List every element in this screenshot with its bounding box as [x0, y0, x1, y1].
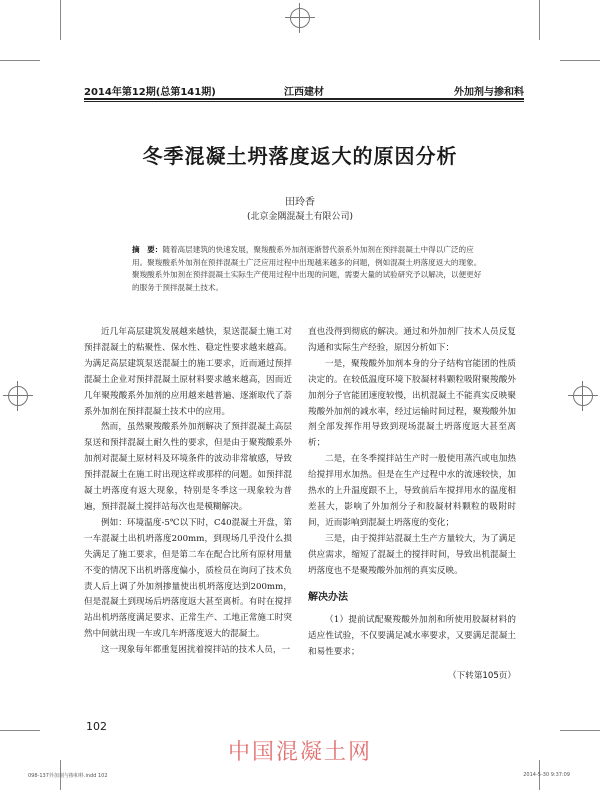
abstract-text: 随着高层建筑的快速发展，聚羧酸系外加剂逐渐替代萘系外加剂在预拌混凝土中得以广泛的应用。聚羧酸系外加剂在预拌混凝土广泛应用过程中出现越来越多的问题，例如混凝土坍落度返大的现象。聚羧酸系外加剂在预拌混凝土实际生产使用过程中出现的问题，需要大量的试验研究予以解决，以便更好的服务于预拌混凝土技术。 [132, 245, 482, 292]
article-title: 冬季混凝土坍落度返大的原因分析 [142, 144, 458, 168]
running-header [84, 83, 524, 97]
crop-mark [560, 60, 600, 61]
affiliation: (北京金隅混凝土有限公司) [246, 212, 354, 222]
section-heading: 解决办法 [308, 591, 348, 603]
crop-mark [0, 60, 40, 61]
header-journal: 江西建材 [284, 87, 324, 98]
paragraph: 近几年高层建筑发展越来越快，泵送混凝土施工对预拌混凝土的粘聚性、保水性、稳定性要求越来越高。为满足高层建筑泵送混凝土的施工要求，近而通过预拌混凝土企业对预拌混凝土原材料要求越来越高，因而近几年聚羧酸系外加剂的应用越来越普遍、逐渐取代了萘系外加剂在预拌混凝土技术中的应用。 [84, 327, 292, 417]
registration-mark [290, 8, 310, 28]
registration-mark [8, 386, 28, 406]
author: 田玲香 [285, 197, 315, 208]
crop-mark [60, 0, 61, 40]
header-section: 外加剂与掺和料 [454, 87, 524, 98]
body-column-left [84, 325, 292, 659]
paragraph: 例如：环境温度-5℃以下时，C40混凝土开盘，第一车混凝土出机坍落度200mm，到现场几乎没什么损失满足了施工要求，但是第二车在配合比所有原材用量不变的情况下出机坍落度偏小，质检员在询问了技术负责人后上调了外加剂掺量使出机坍落度达到200mm，但是混凝土到现场后坍落度返大甚至离析。有时在搅拌站出机坍落度满足要求、正常生产、工地正常施工时突然中间就出现一车或几车坍落度返大的混凝土。 [84, 517, 292, 640]
registration-mark [573, 386, 593, 406]
header-issue: 2014年第12期(总第141期) [84, 87, 216, 98]
abstract [132, 244, 482, 294]
paragraph: （1）提前试配聚羧酸外加剂和所使用胶凝材料的适应性试验，不仅要满足减水率要求，又要满足混凝土和易性要求； [308, 615, 516, 658]
header-rule [84, 101, 524, 102]
paragraph: 然而，虽然聚羧酸系外加剂解决了预拌混凝土高层泵送和预拌混凝土耐久性的要求，但是由于聚羧酸系外加剂对混凝土原材料及环境条件的波动非常敏感，导致预拌混凝土在施工时出现这样或那样的问题。如预拌混凝土坍落度有返大现象，特别是冬季这一现象较为普遍，预拌混凝土搅拌站每次也是模糊解决。 [84, 422, 292, 512]
paragraph: 直也没得到彻底的解决。通过和外加剂厂技术人员反复沟通和实际生产经验，原因分析如下： [308, 327, 516, 353]
crop-mark [560, 730, 600, 731]
paragraph: 这一现象每年都重复困扰着搅拌站的技术人员，一 [101, 645, 291, 656]
paragraph: 一是，聚羧酸外加剂本身的分子结构官能团的性质决定的。在较低温度环境下胶凝材料颗粒吸附聚羧酸外加剂分子官能团速度较慢，出机混凝土不能真实反映聚羧酸外加剂的减水率，经过运输时间过程，聚羧酸外加剂全部发挥作用导致到现场混凝土坍落度返大甚至离析； [308, 358, 516, 449]
continued-note: （下转第105页） [448, 671, 516, 682]
crop-mark [0, 730, 40, 731]
print-slug-date: 2014-5-30 9:37:09 [523, 772, 570, 778]
print-slug-file: 098-137外加剂与掺和料.indd 102 [28, 773, 108, 779]
abstract-label: 摘 要： [132, 245, 163, 254]
paragraph: 三是，由于搅拌站混凝土生产方量较大，为了满足供应需求，缩短了混凝土的搅拌时间，导致出机混凝土坍落度也不是聚羧酸外加剂的真实反映。 [308, 533, 516, 576]
header-rule [84, 98, 524, 100]
paragraph: 二是，在冬季搅拌站生产时一般使用蒸汽或电加热给搅拌用水加热。但是在生产过程中水的流速较快，加热水的上升温度跟不上，导致前后车搅拌用水的温度相差甚大，影响了外加剂分子和胶凝材料颗粒的吸附时间，近而影响到混凝土坍落度的变化； [308, 454, 516, 528]
watermark: 中国混凝土网 [227, 740, 372, 765]
page-number: 102 [86, 720, 107, 733]
body-column-right [308, 325, 516, 685]
crop-mark [539, 0, 540, 40]
